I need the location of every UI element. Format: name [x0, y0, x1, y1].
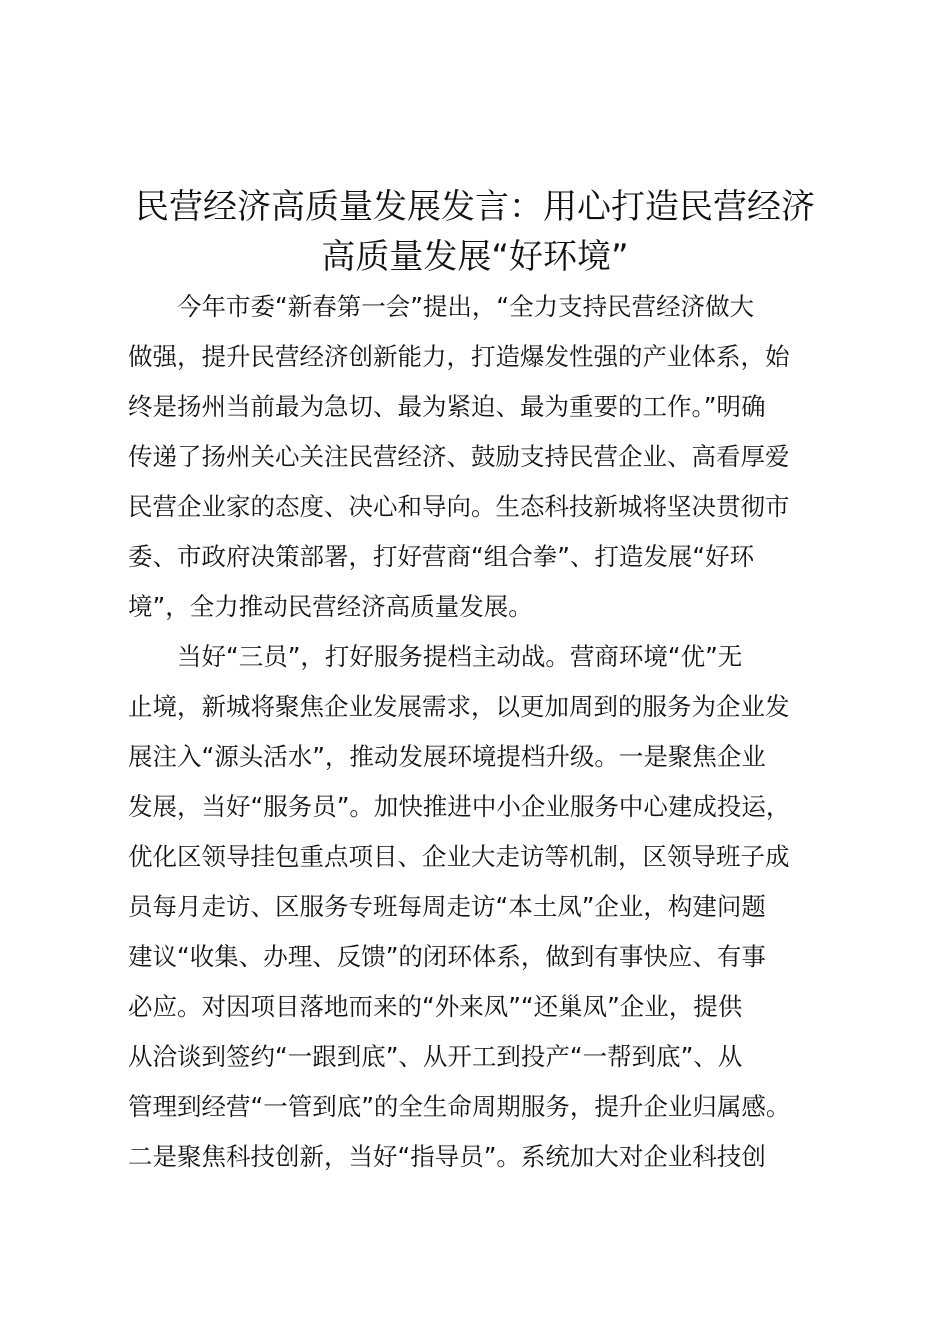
text-line: 二是聚焦科技创新，当好“指导员”。系统加大对企业科技创	[128, 1142, 766, 1171]
text-line: 管理到经营“一管到底”的全生命周期服务，提升企业归属感。	[128, 1092, 791, 1121]
text-line: 员每月走访、区服务专班每周走访“本土凤”企业，构建问题	[128, 892, 766, 921]
text-line: 民营企业家的态度、决心和导向。生态科技新城将坚决贯彻市	[128, 492, 790, 521]
paragraph-2	[128, 632, 848, 1182]
text-line: 建议“收集、办理、反馈”的闭环体系，做到有事快应、有事	[128, 942, 766, 971]
text-line: 优化区领导挂包重点项目、企业大走访等机制，区领导班子成	[128, 842, 790, 871]
document-title	[100, 182, 850, 282]
text-line: 委、市政府决策部署，打好营商“组合拳”、打造发展“好环	[128, 542, 755, 571]
text-line: 必应。对因项目落地而来的“外来凤”“还巢凤”企业，提供	[128, 992, 743, 1021]
title-line-1: 民营经济高质量发展发言：用心打造民营经济	[135, 187, 815, 227]
title-line-2: 高质量发展“好环境”	[321, 237, 629, 277]
text-line: 境”，全力推动民营经济高质量发展。	[128, 592, 533, 621]
text-line: 止境，新城将聚焦企业发展需求，以更加周到的服务为企业发	[128, 692, 790, 721]
text-line: 做强，提升民营经济创新能力，打造爆发性强的产业体系，始	[128, 342, 790, 371]
text-line: 展注入“源头活水”，推动发展环境提档升级。一是聚焦企业	[128, 742, 766, 771]
text-line: 发展，当好“服务员”。加快推进中小企业服务中心建成投运，	[128, 792, 791, 821]
text-line: 今年市委“新春第一会”提出，“全力支持民营经济做大	[177, 292, 755, 321]
text-line: 终是扬州当前最为急切、最为紧迫、最为重要的工作。”明确	[128, 392, 766, 421]
text-line: 传递了扬州关心关注民营经济、鼓励支持民营企业、高看厚爱	[128, 442, 790, 471]
paragraph-1	[128, 282, 848, 632]
text-line: 当好“三员”，打好服务提档主动战。营商环境“优”无	[177, 642, 743, 671]
document-body	[128, 282, 848, 1182]
text-line: 从洽谈到签约“一跟到底”、从开工到投产“一帮到底”、从	[128, 1042, 743, 1071]
